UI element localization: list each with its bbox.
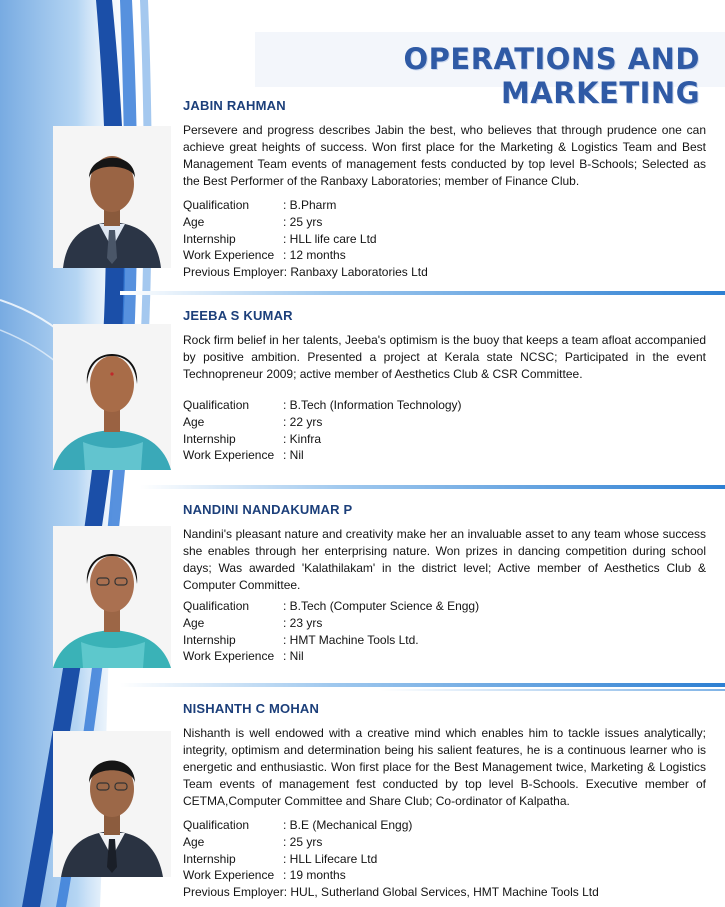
detail-value: : 23 yrs bbox=[283, 615, 323, 630]
detail-value: : 25 yrs bbox=[283, 214, 323, 229]
profile-bio: Nishanth is well endowed with a creative mind which enables him to tackle issues analytically; integrity, optimism and determination being his salient features, he is a continuous learner who is energetic and enthusiastic. Won first place for the Best Management twice, Marketing & Logistics Team events of management fest conducted by top level B-Schools. Executive member of CETMA,Computer Committee and Share Club; Co-ordinator of Kalpatha. bbox=[183, 726, 706, 808]
detail-row-internship bbox=[183, 431, 462, 448]
detail-value: : HLL Lifecare Ltd bbox=[283, 851, 378, 866]
detail-value: : HLL life care Ltd bbox=[283, 231, 377, 246]
page-title: OPERATIONS AND MARKETING bbox=[403, 42, 700, 110]
detail-row-internship bbox=[183, 632, 479, 649]
detail-row-qualification bbox=[183, 817, 599, 834]
detail-label: Qualification bbox=[183, 198, 250, 212]
detail-label: Previous Employer bbox=[183, 265, 284, 280]
detail-row-work-experience bbox=[183, 247, 428, 264]
profile-photo bbox=[53, 731, 171, 877]
profile-bio: Persevere and progress describes Jabin the best, who believes that through prudence one can achieve great heights of success. Won first place for the Marketing & Logistics Team and Best Management Team events of management fests conducted by top level B-Schools; Selected as the Best Performer of the Ranbaxy Laboratories; member of Finance Club. bbox=[183, 123, 706, 188]
detail-value: : Ranbaxy Laboratories Ltd bbox=[283, 265, 428, 280]
detail-value: : 19 months bbox=[283, 868, 346, 883]
profile-name: JEEBA S KUMAR bbox=[183, 308, 293, 323]
detail-label: Age bbox=[183, 414, 205, 429]
detail-row-qualification bbox=[183, 598, 479, 615]
detail-value: : Kinfra bbox=[283, 431, 322, 446]
detail-value: : B.Tech (Information Technology) bbox=[283, 398, 462, 412]
detail-label: Work Experience bbox=[183, 868, 275, 883]
detail-label: Qualification bbox=[183, 398, 250, 412]
detail-row-age bbox=[183, 214, 428, 231]
detail-row-qualification bbox=[183, 397, 462, 414]
detail-row-previous-employer bbox=[183, 884, 599, 901]
profile-details bbox=[183, 197, 428, 281]
detail-label: Internship bbox=[183, 632, 236, 647]
detail-value: : 12 months bbox=[283, 248, 346, 263]
detail-row-work-experience bbox=[183, 648, 479, 665]
detail-label: Qualification bbox=[183, 599, 250, 613]
detail-value: : 25 yrs bbox=[283, 834, 323, 849]
detail-label: Work Experience bbox=[183, 649, 275, 664]
detail-value: : B.Pharm bbox=[283, 198, 337, 212]
profile-name: NISHANTH C MOHAN bbox=[183, 701, 320, 716]
profile-photo bbox=[53, 126, 171, 268]
detail-row-age bbox=[183, 414, 462, 431]
profile-details bbox=[183, 397, 462, 464]
profile-name: JABIN RAHMAN bbox=[183, 98, 286, 113]
detail-label: Previous Employer bbox=[183, 885, 284, 900]
detail-label: Internship bbox=[183, 851, 236, 866]
detail-label: Age bbox=[183, 834, 205, 849]
detail-label: Qualification bbox=[183, 818, 250, 832]
detail-row-age bbox=[183, 615, 479, 632]
detail-label: Work Experience bbox=[183, 248, 275, 263]
detail-row-age bbox=[183, 834, 599, 851]
detail-label: Internship bbox=[183, 431, 236, 446]
profile-name: NANDINI NANDAKUMAR P bbox=[183, 502, 353, 517]
profile-photo bbox=[53, 526, 171, 668]
detail-value: : Nil bbox=[283, 649, 304, 664]
detail-row-internship bbox=[183, 231, 428, 248]
detail-value: : Nil bbox=[283, 448, 304, 463]
detail-label: Age bbox=[183, 615, 205, 630]
detail-label: Internship bbox=[183, 231, 236, 246]
profile-photo bbox=[53, 324, 171, 470]
profile-details bbox=[183, 598, 479, 665]
profile-bio: Rock firm belief in her talents, Jeeba's optimism is the buoy that keeps a team afloat accompanied by positive ambition. Presented a project at Kerala state NCSC; Participated in the event Technopreneur 2009; active member of Aesthetics Club & CSR Committee. bbox=[183, 333, 706, 381]
detail-label: Work Experience bbox=[183, 448, 275, 463]
profile-details bbox=[183, 817, 599, 901]
detail-row-qualification bbox=[183, 197, 428, 214]
detail-row-internship bbox=[183, 851, 599, 868]
detail-row-work-experience bbox=[183, 447, 462, 464]
profile-bio: Nandini's pleasant nature and creativity make her an invaluable asset to any team whose success she enables through her enterprising nature. Won prizes in dancing competition during school days; Was awarded 'Kalathilakam' in the district level; Active member of Aesthetics Club & Computer Committee. bbox=[183, 527, 706, 592]
detail-label: Age bbox=[183, 214, 205, 229]
detail-row-previous-employer bbox=[183, 264, 428, 281]
detail-value: : HUL, Sutherland Global Services, HMT Machine Tools Ltd bbox=[283, 885, 599, 900]
detail-value: : 22 yrs bbox=[283, 414, 323, 429]
detail-row-work-experience bbox=[183, 867, 599, 884]
detail-value: : HMT Machine Tools Ltd. bbox=[283, 632, 419, 647]
detail-value: : B.Tech (Computer Science & Engg) bbox=[283, 599, 480, 613]
detail-value: : B.E (Mechanical Engg) bbox=[283, 818, 413, 832]
